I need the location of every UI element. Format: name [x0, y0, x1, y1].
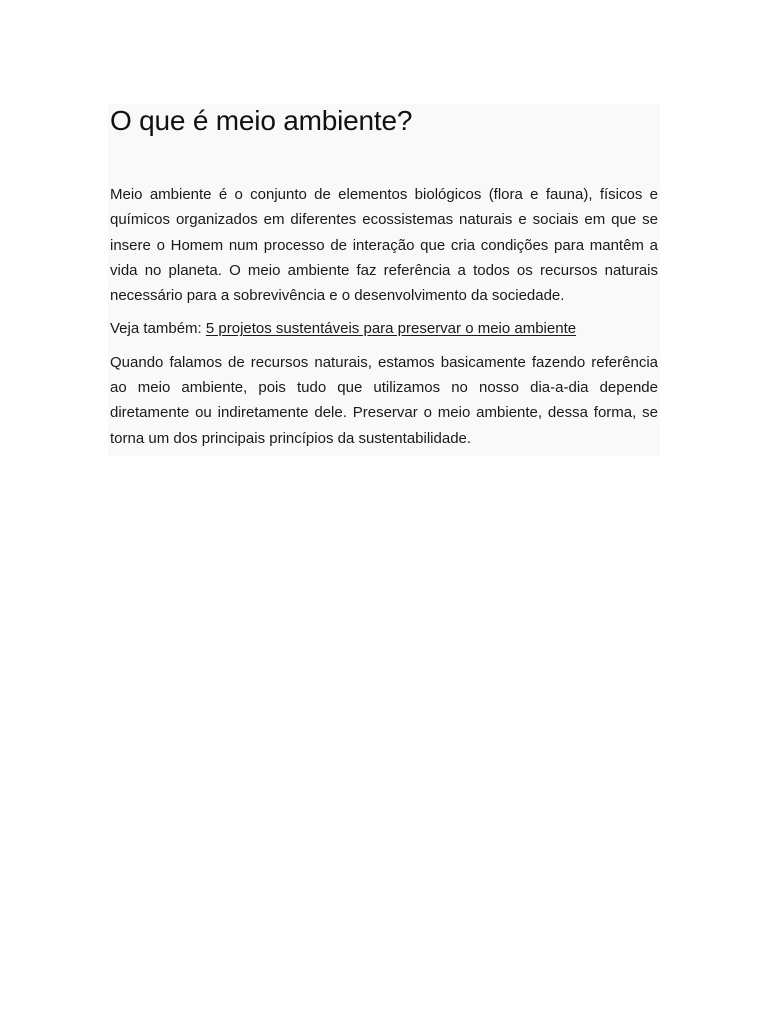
- see-also-line: [110, 316, 658, 341]
- article-title: O que é meio ambiente?: [110, 105, 413, 136]
- see-also-prefix: Veja também:: [110, 320, 202, 338]
- article-container: [108, 104, 660, 456]
- article-paragraph-2: Quando falamos de recursos naturais, estamos basicamente fazendo referência ao meio ambiente, pois tudo que utilizamos no nosso dia-a-dia depende diretamente ou indiretamente dele. Preservar o meio ambiente, dessa forma, se torna um dos principais princípios da sustentabilidade.: [110, 353, 658, 447]
- see-also-link[interactable]: 5 projetos sustentáveis para preservar o meio ambiente: [205, 320, 577, 338]
- article-paragraph-1: Meio ambiente é o conjunto de elementos biológicos (flora e fauna), físicos e químicos organizados em diferentes ecossistemas naturais e sociais em que se insere o Homem num processo de interação que cria condições para mantêm a vida no planeta. O meio ambiente faz referência a todos os recursos naturais necessário para a sobrevivência e o desenvolvimento da sociedade.: [110, 186, 658, 305]
